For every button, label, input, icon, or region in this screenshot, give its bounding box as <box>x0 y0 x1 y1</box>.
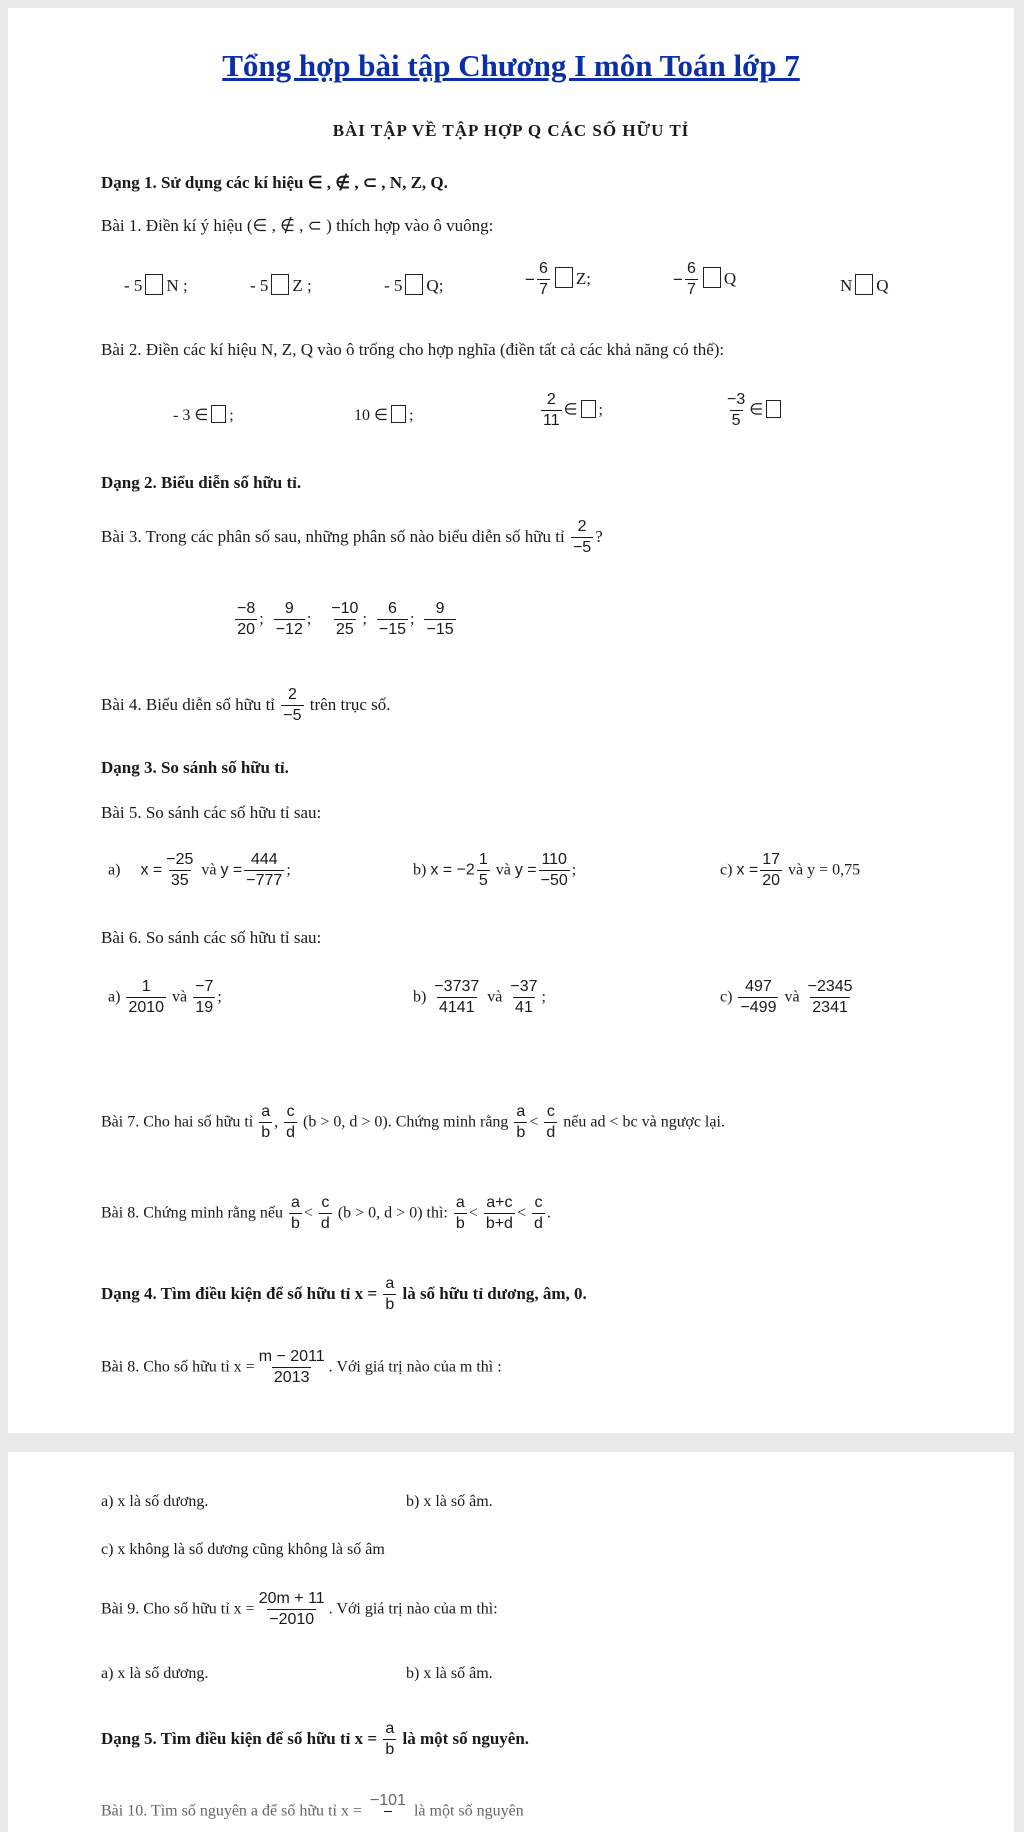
fraction-denominator: −2010 <box>269 1611 315 1629</box>
fraction <box>257 1590 327 1630</box>
fraction <box>244 851 284 891</box>
label: c) <box>720 861 733 879</box>
bai8b-option-b: b) x là số âm. <box>406 1493 493 1510</box>
and-text: và <box>487 988 503 1006</box>
fraction-numerator: −10 <box>331 600 359 617</box>
fraction <box>544 1103 557 1143</box>
fraction <box>537 260 550 300</box>
fraction-numerator: 444 <box>250 851 278 868</box>
bai1-item-5 <box>673 260 736 300</box>
fraction <box>368 1792 408 1832</box>
bai8b-option-a: a) x là số dương. <box>101 1493 209 1510</box>
bai1-item-2-post: Z ; <box>292 276 312 295</box>
bai8-line <box>101 1194 551 1234</box>
fraction-numerator: 20m + 11 <box>258 1590 325 1607</box>
fraction-denominator: −499 <box>740 999 777 1017</box>
separator: ; <box>306 610 312 628</box>
document-page-1 <box>8 8 1014 1433</box>
fraction-numerator: 1 <box>478 851 488 868</box>
bai1-item-6-post: Q <box>876 276 889 295</box>
separator: ; <box>362 610 367 628</box>
fraction <box>738 978 778 1018</box>
label: c) <box>720 988 733 1006</box>
bai9-post: . Với giá trị nào của m thì: <box>328 1600 498 1618</box>
fraction <box>281 686 303 726</box>
fraction-numerator: 6 <box>538 260 548 277</box>
dang3-heading: Dạng 3. So sánh số hữu tỉ. <box>101 758 289 777</box>
fraction-denominator: b <box>385 1296 395 1314</box>
dang1-heading: Dạng 1. Sử dụng các kí hiệu ∈ , ∉ , ⊂ , N, Z, Q. <box>101 173 448 192</box>
bai1-item-1-post: N ; <box>166 276 188 295</box>
fraction <box>541 391 562 431</box>
bai9-pre: Bài 9. Cho số hữu tỉ x = <box>101 1600 255 1618</box>
fraction-denominator: 2013 <box>273 1369 310 1387</box>
fraction-numerator: a+c <box>486 1194 513 1211</box>
bai8-cond: (b > 0, d > 0) thì: <box>337 1204 448 1222</box>
fraction <box>477 851 490 891</box>
bai8b-line <box>101 1348 502 1388</box>
fraction-denominator: 20 <box>237 621 256 639</box>
fraction-denominator: d <box>533 1215 543 1233</box>
element-of-symbol: ∈ <box>749 401 764 419</box>
answer-box[interactable] <box>703 267 721 288</box>
element-of-symbol: ∈ <box>563 401 578 419</box>
fraction-denominator: 2341 <box>812 999 848 1017</box>
fraction <box>424 600 455 640</box>
y-label: y = <box>220 861 243 879</box>
label: a) <box>108 861 121 879</box>
bai2-text: Bài 2. Điền các kí hiệu N, Z, Q vào ô trống cho hợp nghĩa (điền tất cả các khả năng có thể): <box>101 340 725 359</box>
less-than: < <box>529 1113 539 1131</box>
bai7-pre: Bài 7. Cho hai số hữu tỉ <box>101 1113 254 1131</box>
bai1-text: Bài 1. Điền kí ý hiệu (∈ , ∉ , ⊂ ) thích hợp vào ô vuông: <box>101 216 494 235</box>
fraction-denominator: d <box>546 1124 556 1142</box>
answer-box[interactable] <box>391 405 406 423</box>
answer-box[interactable] <box>766 400 781 418</box>
fraction-denominator: −5 <box>283 707 302 725</box>
less-than: < <box>468 1204 478 1222</box>
document-title[interactable]: Tổng hợp bài tập Chương I môn Toán lớp 7 <box>222 48 800 83</box>
fraction-denominator: 11 <box>543 412 560 430</box>
bai2-item-1-post: ; <box>229 407 234 424</box>
fraction-numerator: 2 <box>546 391 556 408</box>
bai2-item-2-pre: 10 ∈ <box>354 407 388 424</box>
dang4-heading <box>101 1275 587 1315</box>
fraction-numerator: a <box>385 1720 395 1737</box>
bai9-option-a: a) x là số dương. <box>101 1665 209 1682</box>
answer-box[interactable] <box>405 274 423 295</box>
bai2-item-4 <box>723 391 784 431</box>
fraction-numerator: 6 <box>686 260 696 277</box>
dang5-heading <box>101 1720 529 1760</box>
fraction <box>484 1194 515 1234</box>
fraction <box>289 1194 302 1234</box>
bai5-text: Bài 5. So sánh các số hữu tỉ sau: <box>101 803 322 822</box>
end: ; <box>571 861 577 879</box>
bai1-item-2 <box>250 274 312 296</box>
fraction-numerator: 9 <box>284 600 294 617</box>
fraction-numerator: 497 <box>745 978 772 995</box>
bai7-line <box>101 1103 725 1143</box>
fraction <box>685 260 698 300</box>
dang5-heading-post: là một số nguyên. <box>402 1728 530 1748</box>
fraction-denominator: d <box>286 1124 296 1142</box>
bai1-item-3-pre: - 5 <box>384 276 403 295</box>
label: b) <box>413 988 427 1006</box>
fraction-numerator: 9 <box>435 600 445 617</box>
fraction-denominator: b <box>516 1124 526 1142</box>
bai7-cond: (b > 0, d > 0). Chứng minh rằng <box>303 1113 509 1131</box>
bai6-b <box>413 978 546 1018</box>
x-label: x = −2 <box>430 861 475 879</box>
fraction-numerator: −8 <box>237 600 256 617</box>
bai7-end: nếu ad < bc và ngược lại. <box>563 1113 725 1131</box>
end: ; <box>286 861 291 879</box>
bai4-text: Bài 4. Biểu diễn số hữu tỉ <box>101 694 276 714</box>
bai2-item-1 <box>173 405 234 425</box>
answer-box[interactable] <box>855 274 873 295</box>
section-title: BÀI TẬP VỀ TẬP HỢP Q CÁC SỐ HỮU TỈ <box>332 121 690 140</box>
bai8-pre: Bài 8. Chứng minh rằng nếu <box>101 1204 283 1222</box>
answer-box[interactable] <box>271 274 289 295</box>
fraction <box>508 978 539 1018</box>
bai4-line <box>101 686 391 726</box>
answer-box[interactable] <box>555 267 573 288</box>
fraction-numerator: m − 2011 <box>258 1348 325 1365</box>
fraction <box>319 1194 332 1234</box>
fraction-numerator: −7 <box>195 978 214 995</box>
label: b) <box>413 861 427 879</box>
fraction-numerator: 2 <box>287 686 297 703</box>
fraction-numerator: 17 <box>762 851 781 868</box>
fraction-denominator: b <box>261 1124 271 1142</box>
fraction <box>235 600 257 640</box>
bai1-item-4 <box>525 260 591 300</box>
fraction <box>532 1194 545 1234</box>
question-mark: ? <box>595 526 603 546</box>
fraction-denominator: 5 <box>478 872 488 890</box>
bai4-end: trên trục số. <box>309 694 391 714</box>
and-text: và <box>784 988 800 1006</box>
fraction-numerator: a <box>385 1275 395 1292</box>
bai3-line <box>101 518 603 558</box>
bai1-item-1-pre: - 5 <box>124 276 143 295</box>
fraction-numerator: −37 <box>510 978 538 995</box>
fraction-numerator: c <box>286 1103 295 1120</box>
dang5-heading-pre: Dạng 5. Tìm điều kiện để số hữu tỉ x = <box>101 1728 378 1748</box>
bai5-b <box>413 851 576 891</box>
fraction-numerator: c <box>546 1103 555 1120</box>
fraction <box>257 1348 327 1388</box>
fraction-denominator: 41 <box>515 999 533 1017</box>
bai5-c <box>720 851 860 891</box>
fraction <box>383 1275 396 1315</box>
minus-sign: − <box>525 269 535 289</box>
y-value: y = 0,75 <box>807 861 861 879</box>
and-text: và <box>788 861 804 879</box>
bai6-a <box>108 978 222 1018</box>
label: a) <box>108 988 121 1006</box>
bai1-item-2-pre: - 5 <box>250 276 269 295</box>
bai1-item-6 <box>840 274 889 296</box>
bai10-post: là một số nguyên <box>413 1802 524 1820</box>
fraction-numerator: a <box>455 1194 465 1211</box>
fraction <box>193 978 215 1018</box>
fraction-denominator: 7 <box>538 281 548 299</box>
bai6-c <box>720 978 857 1018</box>
bai1-item-3-post: Q; <box>426 276 444 295</box>
fraction <box>725 391 747 431</box>
bai9-option-b: b) x là số âm. <box>406 1665 493 1682</box>
dang4-heading-pre: Dạng 4. Tìm điều kiện để số hữu tỉ x = <box>101 1283 378 1303</box>
answer-box[interactable] <box>211 405 226 423</box>
x-label: x = <box>736 861 759 879</box>
bai10-pre: Bài 10. Tìm số nguyên a để số hữu tỉ x = <box>101 1802 362 1820</box>
fraction <box>377 600 408 640</box>
bai1-item-1 <box>124 274 188 296</box>
y-label: y = <box>514 861 537 879</box>
fraction-denominator: 7 <box>686 281 696 299</box>
bai2-item-3-post: ; <box>598 401 603 419</box>
fraction-numerator: −2345 <box>807 978 853 995</box>
and-text: và <box>201 861 217 879</box>
fraction-numerator: 110 <box>541 851 567 868</box>
x-label: x = <box>140 861 163 879</box>
fraction-denominator: b <box>290 1215 300 1233</box>
separator: ; <box>410 610 415 628</box>
comma: , <box>274 1113 279 1131</box>
fraction-numerator: −3737 <box>434 978 480 995</box>
bai2-item-2-post: ; <box>408 407 414 424</box>
and-text: và <box>172 988 188 1006</box>
minus-sign: − <box>673 269 683 289</box>
fraction <box>454 1194 467 1234</box>
fraction-denominator: 25 <box>335 621 354 639</box>
dang2-heading: Dạng 2. Biểu diễn số hữu tỉ. <box>101 473 302 492</box>
fraction-numerator: a <box>516 1103 526 1120</box>
fraction-denominator: b <box>455 1215 465 1233</box>
fraction <box>432 978 481 1018</box>
fraction <box>760 851 782 891</box>
fraction-denominator: 35 <box>170 872 189 890</box>
bai3-fractions <box>233 600 458 640</box>
period: . <box>546 1204 551 1222</box>
bai9-line <box>101 1590 498 1630</box>
fraction-denominator: 2010 <box>128 999 165 1017</box>
bai6-text: Bài 6. So sánh các số hữu tỉ sau: <box>101 928 322 947</box>
bai5-a <box>108 851 291 891</box>
dang4-heading-post: là số hữu tỉ dương, âm, 0. <box>402 1283 587 1303</box>
bai1-item-4-post: Z; <box>575 268 591 288</box>
fraction-denominator: −5 <box>572 539 592 557</box>
end: ; <box>217 988 222 1006</box>
fraction-numerator: −3 <box>727 391 746 408</box>
fraction-denominator: b <box>385 1741 395 1759</box>
fraction-denominator: b+d <box>485 1215 513 1233</box>
fraction-denominator: 4141 <box>439 999 475 1017</box>
fraction-denominator: −50 <box>540 872 568 890</box>
end: ; <box>541 988 546 1006</box>
fraction <box>514 1103 527 1143</box>
bai8b-pre: Bài 8. Cho số hữu tỉ x = <box>101 1358 255 1376</box>
bai2-item-3 <box>539 391 603 431</box>
less-than: < <box>303 1204 313 1222</box>
fraction <box>571 518 593 558</box>
less-than: < <box>516 1204 526 1222</box>
fraction-numerator: 6 <box>388 600 397 617</box>
document-page-2 <box>8 1452 1014 1832</box>
fraction-denominator: −12 <box>275 621 303 639</box>
fraction-denominator: d <box>320 1215 330 1233</box>
bai1-item-5-post: Q <box>723 268 737 288</box>
bai3-text: Bài 3. Trong các phân số sau, những phân số nào biểu diễn số hữu tỉ <box>101 526 565 546</box>
fraction-numerator: −101 <box>369 1792 406 1809</box>
fraction-numerator: 2 <box>577 518 587 535</box>
fraction <box>806 978 855 1018</box>
bai2-item-2 <box>354 405 413 425</box>
fraction-denominator: −15 <box>426 621 454 639</box>
and-text: và <box>495 861 511 879</box>
fraction-denominator <box>384 1811 392 1831</box>
separator: ; <box>259 610 264 628</box>
bai8b-post: . Với giá trị nào của m thì : <box>328 1358 502 1376</box>
fraction-denominator: 5 <box>731 412 741 430</box>
bai10-line <box>101 1792 524 1832</box>
bai1-item-6-pre: N <box>840 276 853 295</box>
fraction <box>329 600 360 640</box>
fraction-numerator: a <box>290 1194 300 1211</box>
fraction <box>164 851 195 891</box>
fraction-numerator: 1 <box>141 978 151 995</box>
fraction-denominator: 20 <box>762 872 781 890</box>
fraction-numerator: −25 <box>166 851 194 868</box>
fraction-numerator: a <box>261 1103 271 1120</box>
fraction <box>539 851 570 891</box>
fraction-numerator: c <box>321 1194 330 1211</box>
fraction <box>126 978 166 1018</box>
fraction <box>274 600 305 640</box>
answer-box[interactable] <box>581 400 596 418</box>
fraction <box>259 1103 272 1143</box>
fraction <box>284 1103 297 1143</box>
bai2-item-1-pre: - 3 ∈ <box>173 407 209 424</box>
bai1-item-3 <box>384 274 443 296</box>
fraction-denominator: 19 <box>195 999 214 1017</box>
answer-box[interactable] <box>145 274 163 295</box>
fraction-denominator: −777 <box>246 872 283 890</box>
fraction <box>383 1720 396 1760</box>
fraction-numerator: c <box>534 1194 543 1211</box>
fraction-denominator: −15 <box>378 621 407 639</box>
bai8b-option-c: c) x không là số dương cũng không là số âm <box>101 1541 385 1558</box>
